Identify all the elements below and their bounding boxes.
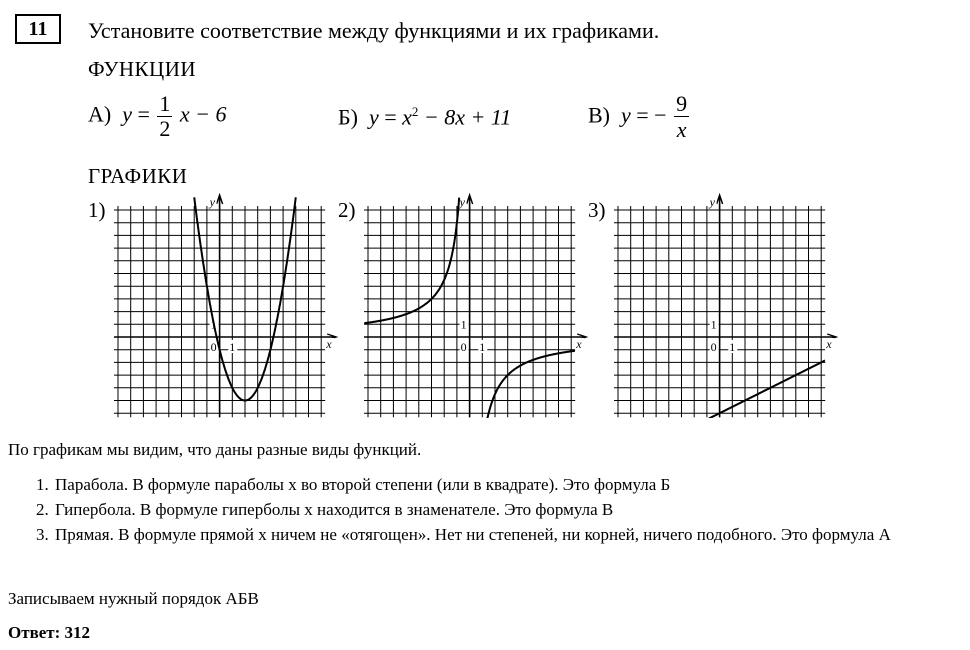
function-b-label: Б) bbox=[338, 104, 358, 130]
function-a-y: y bbox=[122, 101, 132, 127]
function-c-y: y bbox=[621, 102, 631, 128]
function-b-x: x bbox=[402, 104, 412, 130]
x-axis-label: x bbox=[326, 337, 332, 351]
function-a-eq: = bbox=[137, 101, 150, 127]
function-b bbox=[338, 104, 511, 130]
graphs-heading: ГРАФИКИ bbox=[88, 164, 188, 188]
solution-list bbox=[8, 472, 970, 547]
function-a-rest: x − 6 bbox=[179, 101, 227, 127]
tick-label-x-one: 1 bbox=[229, 340, 236, 354]
function-b-y: y bbox=[368, 104, 379, 130]
function-a-denominator: 2 bbox=[159, 116, 171, 141]
graph-2 bbox=[360, 192, 590, 418]
functions-heading: ФУНКЦИИ bbox=[88, 57, 197, 81]
function-a bbox=[88, 92, 227, 141]
graph-2-label: 2) bbox=[338, 198, 356, 222]
task-number: 11 bbox=[15, 14, 61, 44]
y-axis-label: y bbox=[709, 195, 715, 209]
function-c bbox=[588, 92, 691, 143]
tick-label-y-one: 1 bbox=[710, 317, 717, 332]
answer: Ответ: 312 bbox=[8, 623, 91, 642]
list-item: 2. Гипербола. В формуле гиперболы х находится в знаменателе. Это формула В bbox=[53, 497, 970, 522]
tick-label-x-one: 1 bbox=[479, 340, 486, 354]
line-curve bbox=[707, 361, 825, 419]
function-b-eq: = bbox=[384, 104, 397, 130]
graph-1 bbox=[110, 192, 340, 418]
list-item: 3. Прямая. В формуле прямой х ничем не «отягощен». Нет ни степеней, ни корней, ничего подобного. Это формула А bbox=[53, 522, 970, 547]
solution-order: Записываем нужный порядок АБВ bbox=[8, 589, 259, 608]
function-c-fraction bbox=[674, 92, 689, 143]
function-a-numerator: 1 bbox=[159, 91, 171, 116]
task-title: Установите соответствие между функциями и их графиками. bbox=[88, 18, 660, 43]
list-item: 1. Парабола. В формуле параболы х во второй степени (или в квадрате). Это формула Б bbox=[53, 472, 970, 497]
graph-3 bbox=[610, 192, 840, 418]
tick-label-x-one: 1 bbox=[729, 340, 736, 354]
function-c-denominator: x bbox=[676, 117, 687, 142]
function-c-eq: = − bbox=[636, 102, 667, 128]
function-a-label: А) bbox=[88, 101, 112, 127]
function-b-rest: − 8x + 11 bbox=[423, 104, 512, 130]
hyperbola-curve bbox=[487, 351, 575, 418]
solution-intro: По графикам мы видим, что даны разные виды функций. bbox=[8, 440, 422, 459]
function-b-exponent: 2 bbox=[411, 104, 419, 119]
y-axis-label: y bbox=[459, 195, 465, 209]
tick-label-y-one: 1 bbox=[460, 317, 467, 332]
graph-1-label: 1) bbox=[88, 198, 106, 222]
function-c-label: В) bbox=[588, 102, 610, 128]
y-axis-label: y bbox=[209, 195, 215, 209]
function-c-numerator: 9 bbox=[676, 91, 688, 116]
tick-label-y-one: 1 bbox=[210, 317, 217, 332]
origin-label: 0 bbox=[210, 340, 217, 354]
x-axis-label: x bbox=[826, 337, 832, 351]
origin-label: 0 bbox=[710, 340, 717, 354]
graph-3-label: 3) bbox=[588, 198, 606, 222]
x-axis-label: x bbox=[576, 337, 582, 351]
origin-label: 0 bbox=[460, 340, 467, 354]
function-a-fraction bbox=[157, 92, 172, 141]
